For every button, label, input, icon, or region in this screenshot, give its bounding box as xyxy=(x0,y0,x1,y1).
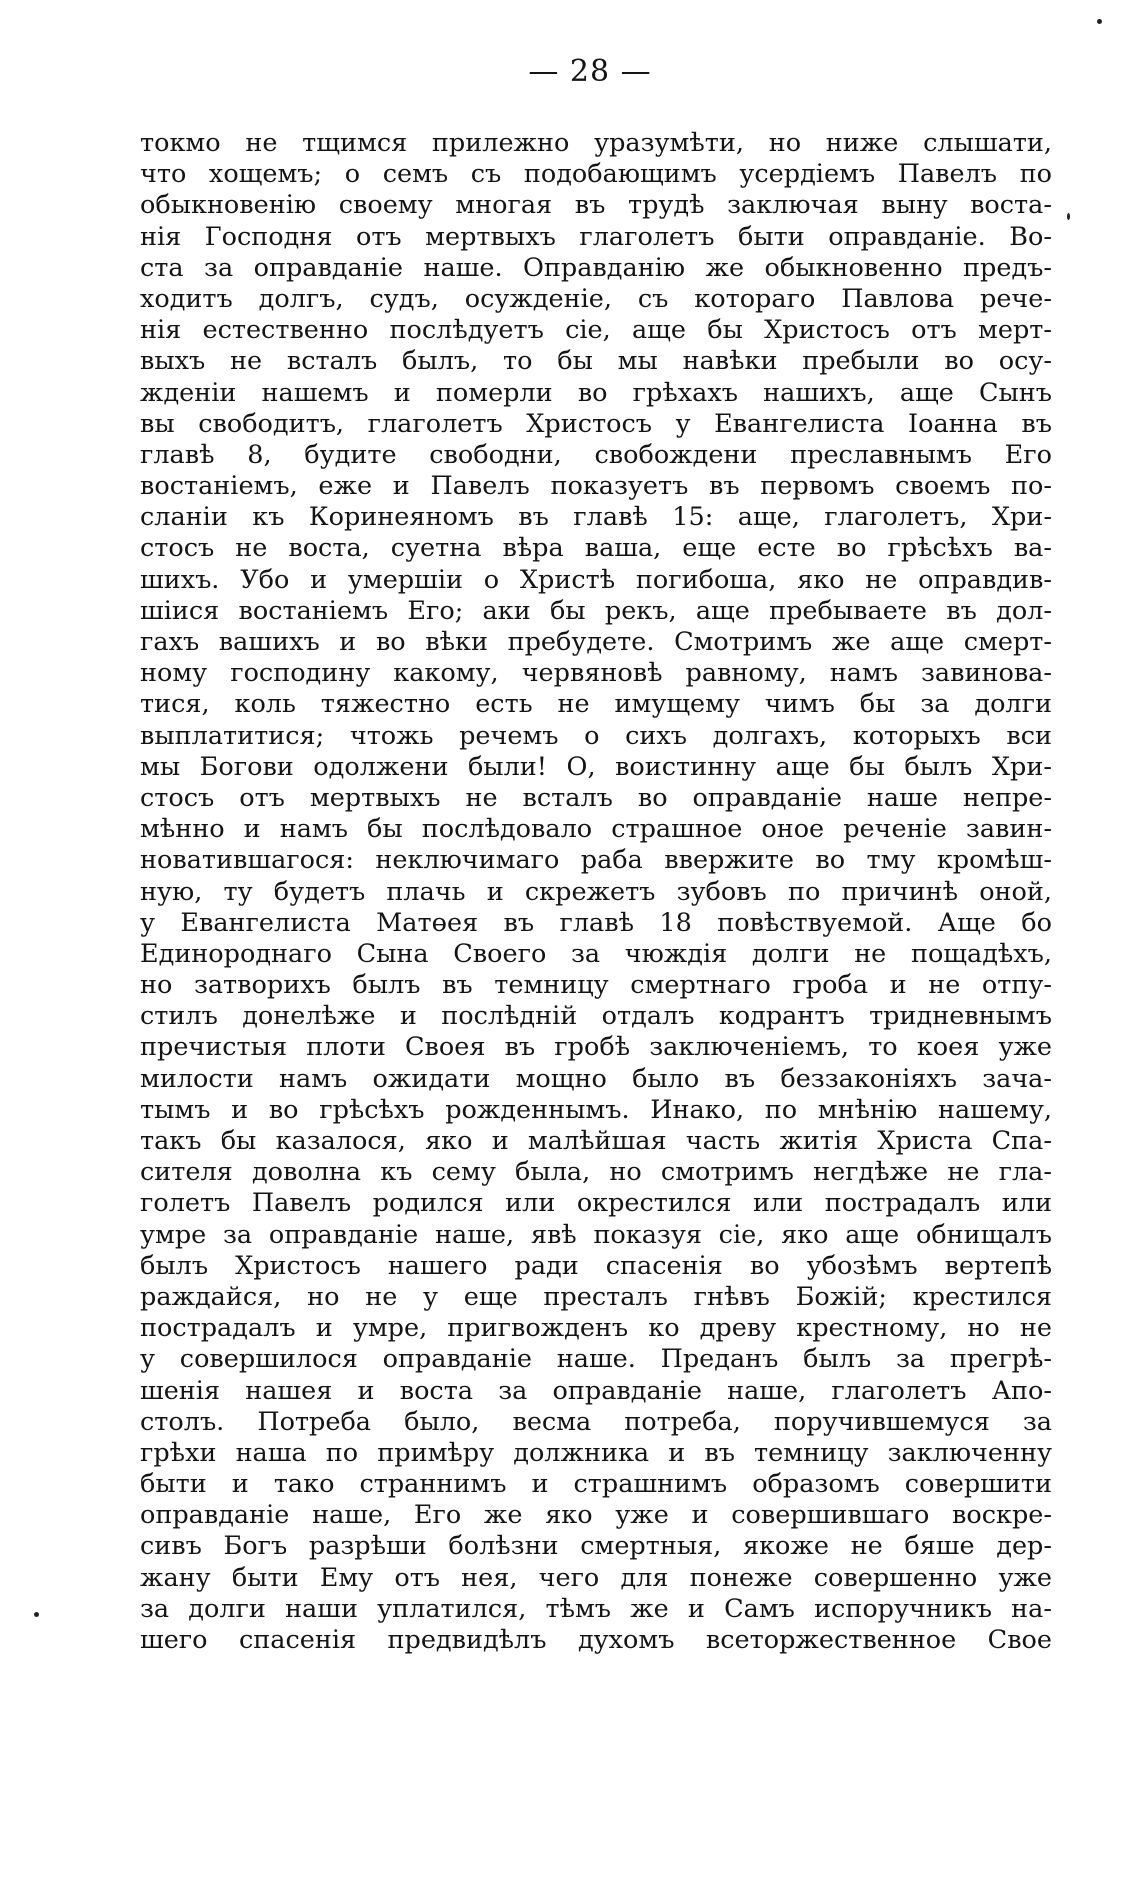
text-line: тымъ и во грѣсѣхъ рожденнымъ. Инако, по мнѣнію нашему, xyxy=(140,1094,1052,1125)
text-line: сивъ Богъ разрѣши болѣзни смертныя, якоже не бяше дер- xyxy=(140,1531,1052,1562)
text-line: жденіи нашемъ и померли во грѣхахъ нашихъ, аще Сынъ xyxy=(140,377,1052,408)
text-line: ную, ту будетъ плачь и скрежетъ зубовъ по причинѣ оной, xyxy=(140,876,1052,907)
text-line: что хощемъ; о семъ съ подобающимъ усердіемъ Павелъ по xyxy=(140,159,1052,190)
text-line: новатившагося: неключимаго раба ввержите во тму кромѣш- xyxy=(140,845,1052,876)
text-line: быти и тако страннимъ и страшнимъ образомъ совершити xyxy=(140,1469,1052,1500)
text-line: шіися востаніемъ Его; аки бы рекъ, аще пребываете въ дол- xyxy=(140,595,1052,626)
text-line: сланіи къ Коринеяномъ въ главѣ 15: аще, глаголетъ, Хри- xyxy=(140,502,1052,533)
text-line: сителя доволна къ сему была, но смотримъ негдѣже не гла- xyxy=(140,1157,1052,1188)
text-line: стосъ не воста, суетна вѣра ваша, еще есте во грѣсѣхъ ва- xyxy=(140,533,1052,564)
text-line: голетъ Павелъ родился или окрестился или пострадалъ или xyxy=(140,1188,1052,1219)
text-line: ходитъ долгъ, судъ, осужденіе, съ котораго Павлова рече- xyxy=(140,283,1052,314)
text-line: жану быти Ему отъ нея, чего для понеже совершенно уже xyxy=(140,1562,1052,1593)
text-line: шего спасенія предвидѣлъ духомъ всеторжественное Свое xyxy=(140,1625,1052,1655)
text-line: шихъ. Убо и умершіи о Христѣ погибоша, яко не оправдив- xyxy=(140,564,1052,595)
text-line: гахъ вашихъ и во вѣки пребудете. Смотримъ же аще смерт- xyxy=(140,627,1052,657)
margin-speck xyxy=(1067,213,1070,220)
text-line: выхъ не всталъ былъ, то бы мы навѣки пребыли во осу- xyxy=(140,346,1052,377)
text-line: у Евангелиста Матөея въ главѣ 18 повѣствуемой. Аще бо xyxy=(140,907,1052,938)
text-line: нія естественно послѣдуетъ сіе, аще бы Христосъ отъ мерт- xyxy=(140,315,1052,346)
text-line: пострадалъ и умре, пригвожденъ ко древу крестному, но не xyxy=(140,1313,1052,1344)
margin-speck xyxy=(34,1612,39,1617)
text-line: ста за оправданіе наше. Оправданію же обыкновенно предъ- xyxy=(140,252,1052,283)
text-line: мѣнно и намъ бы послѣдовало страшное оное реченіе завин- xyxy=(140,814,1052,845)
text-line: пречистыя плоти Своея въ гробѣ заключеніемъ, то коея уже xyxy=(140,1032,1052,1063)
text-line: раждайся, но не у еще престалъ гнѣвъ Божій; крестился xyxy=(140,1281,1052,1312)
text-line: грѣхи наша по примѣру должника и въ темницу заключенну xyxy=(140,1437,1052,1468)
text-line: за долги наши уплатился, тѣмъ же и Самъ испоручникъ на- xyxy=(140,1593,1052,1624)
text-line: оправданіе наше, Его же яко уже и совершившаго воскре- xyxy=(140,1500,1052,1531)
text-line: выплатитися; чтожь речемъ о сихъ долгахъ, которыхъ вси xyxy=(140,720,1052,751)
text-line: столъ. Потреба было, весма потреба, поручившемуся за xyxy=(140,1406,1052,1437)
text-line: Единороднаго Сына Своего за чюждія долги не пощадѣхъ, xyxy=(140,938,1052,969)
text-line: стосъ отъ мертвыхъ не всталъ во оправданіе наше непре- xyxy=(140,782,1052,813)
text-line: востаніемъ, еже и Павелъ показуетъ въ первомъ своемъ по- xyxy=(140,471,1052,502)
text-line: вы свободитъ, глаголетъ Христосъ у Евангелиста Іоанна въ xyxy=(140,408,1052,439)
text-line: главѣ 8, будите свободни, свобождени преславнымъ Его xyxy=(140,439,1052,470)
text-line: милости намъ ожидати мощно было въ беззаконіяхъ зача- xyxy=(140,1063,1052,1094)
text-line: былъ Христосъ нашего ради спасенія во убозѣмъ вертепѣ xyxy=(140,1250,1052,1281)
text-line: токмо не тщимся прилежно уразумѣти, но ниже слышати, xyxy=(140,128,1052,158)
page-number: — 28 — xyxy=(528,54,652,89)
text-line: ному господину какому, червяновѣ равному, намъ завинова- xyxy=(140,658,1052,689)
text-line: у совершилося оправданіе наше. Преданъ былъ за прегрѣ- xyxy=(140,1344,1052,1375)
text-line: обыкновенію своему многая въ трудѣ заключая вынy воста- xyxy=(140,190,1052,221)
text-line: нія Господня отъ мертвыхъ глаголетъ быти оправданіе. Во- xyxy=(140,221,1052,252)
text-line: стилъ донелѣже и послѣдній отдалъ кодрантъ тридневнымъ xyxy=(140,1001,1052,1032)
margin-speck xyxy=(1097,19,1102,24)
text-line: тися, коль тяжестно есть не имущему чимъ бы за долги xyxy=(140,689,1052,720)
text-line: мы Богови одолжени были! О, воистинну аще бы былъ Хри- xyxy=(140,751,1052,782)
text-line: но затворихъ былъ въ темницу смертнаго гроба и не отпу- xyxy=(140,970,1052,1001)
text-line: такъ бы казалося, яко и малѣйшая часть житія Христа Спа- xyxy=(140,1126,1052,1156)
body-text xyxy=(140,128,1052,1656)
text-line: умре за оправданіе наше, явѣ показуя сіе, яко аще обнищалъ xyxy=(140,1219,1052,1250)
text-line: шенія нашея и воста за оправданіе наше, глаголетъ Апо- xyxy=(140,1375,1052,1406)
